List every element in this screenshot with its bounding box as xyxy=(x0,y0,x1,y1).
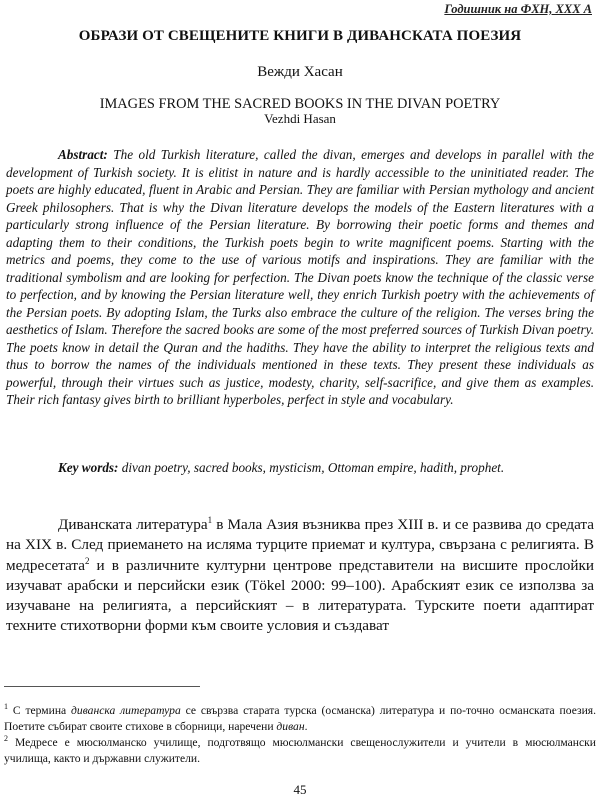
abstract-label: Abstract: xyxy=(58,147,108,162)
footnote-text: Медресе е мюсюлманско училище, подготвящо мюсюлмански свещенослужители и учители в мюсюлмански училища, както и държавни служители. xyxy=(4,736,596,765)
page-number: 45 xyxy=(293,782,307,797)
footnote-ref-2[interactable]: 2 xyxy=(85,555,90,566)
author-name-bulgarian: Вежди Хасан xyxy=(257,64,343,80)
body-text-part: Диванската литература xyxy=(58,516,208,533)
keywords-text: divan poetry, sacred books, mysticism, Ottoman empire, hadith, prophet. xyxy=(118,460,505,475)
footnote-text: се свързва старата турска (османска) литература и по-точно османската поезия. Поетите събират своите стихове в сборници, наречени xyxy=(4,704,597,733)
footnote-text: С термина xyxy=(8,704,72,717)
footnote-number: 1 xyxy=(4,702,8,712)
footnotes xyxy=(4,703,596,767)
abstract-text: The old Turkish literature, called the divan, emerges and develops in parallel with the development of Turkish society. It is elitist in nature and is hardly accessible to the uninitiated reader. The poets are highly educated, fluent in Arabic and Persian. They are familiar with Persian mythology and ancient Greek philosophers. That is why the Divan literature develops the models of the Eastern literatures with a particularly strong influence of the Persian literature. By borrowing their poetic forms and themes and adapting them to their conditions, the Turkish poets begin to write magnificent poems. Starting with the metrics and poems, they come to the use of various motifs and inspirations. They are familiar with the traditional symbolism and are looking for perfection. The Divan poets know the technique of the classic verse to perfection, and by knowing the Persian literature well, they enrich Turkish poetry with the achievements of the Persian poets. By adopting Islam, the Turks also embrace the culture of the religion. The verses bring the aesthetics of Islam. Therefore the sacred books are some of the most preferred sources of Turkish Divan poetry. The poets know in detail the Quran and the hadiths. They have the ability to interpret the religious texts and thus to borrow the names of the individuals mentioned in these texts. They present these individuals as powerful, through their virtues such as justice, modesty, charity, self-sacrifice, and give them as examples. Their rich fantasy gives birth to brilliant hyperboles, perfect in style and vocabulary. xyxy=(6,147,594,407)
keywords-label: Key words: xyxy=(58,460,119,475)
footnote-1 xyxy=(4,703,596,735)
footnote-divider xyxy=(4,686,200,687)
footnote-ref-1[interactable]: 1 xyxy=(207,514,213,525)
footnote-number: 2 xyxy=(4,734,8,744)
keywords xyxy=(6,459,594,477)
page-title: ОБРАЗИ ОТ СВЕЩЕНИТЕ КНИГИ В ДИВАНСКАТА ПОЕЗИЯ xyxy=(78,28,522,44)
english-title: IMAGES FROM THE SACRED BOOKS IN THE DIVAN POETRY xyxy=(99,96,501,112)
running-header: Годишник на ФХН, XXX А xyxy=(444,2,592,16)
body-paragraph xyxy=(6,515,594,637)
footnote-term: диван xyxy=(276,720,305,733)
body-text-part: и в различните културни центрове представители на висшите прослойки изучават арабски и персийски език (Tökel 2000: 99–100). Арабският език се използва за изучаване на религията, а персийският – в литературата. Турските поети адаптират техните стихотворни форми към своите условия и създават xyxy=(6,556,594,635)
body-text-part: в Мала Азия възниква през XIII в. и се развива до средата на XIX в. След приемането на исляма турците приемат и култура, свързана с религията. В медресетата xyxy=(6,516,594,574)
footnote-term: диванска литература xyxy=(71,704,181,717)
abstract xyxy=(6,146,594,409)
footnote-2 xyxy=(4,735,596,767)
footnote-text: . xyxy=(304,720,308,733)
author-name-english: Vezhdi Hasan xyxy=(264,111,336,126)
